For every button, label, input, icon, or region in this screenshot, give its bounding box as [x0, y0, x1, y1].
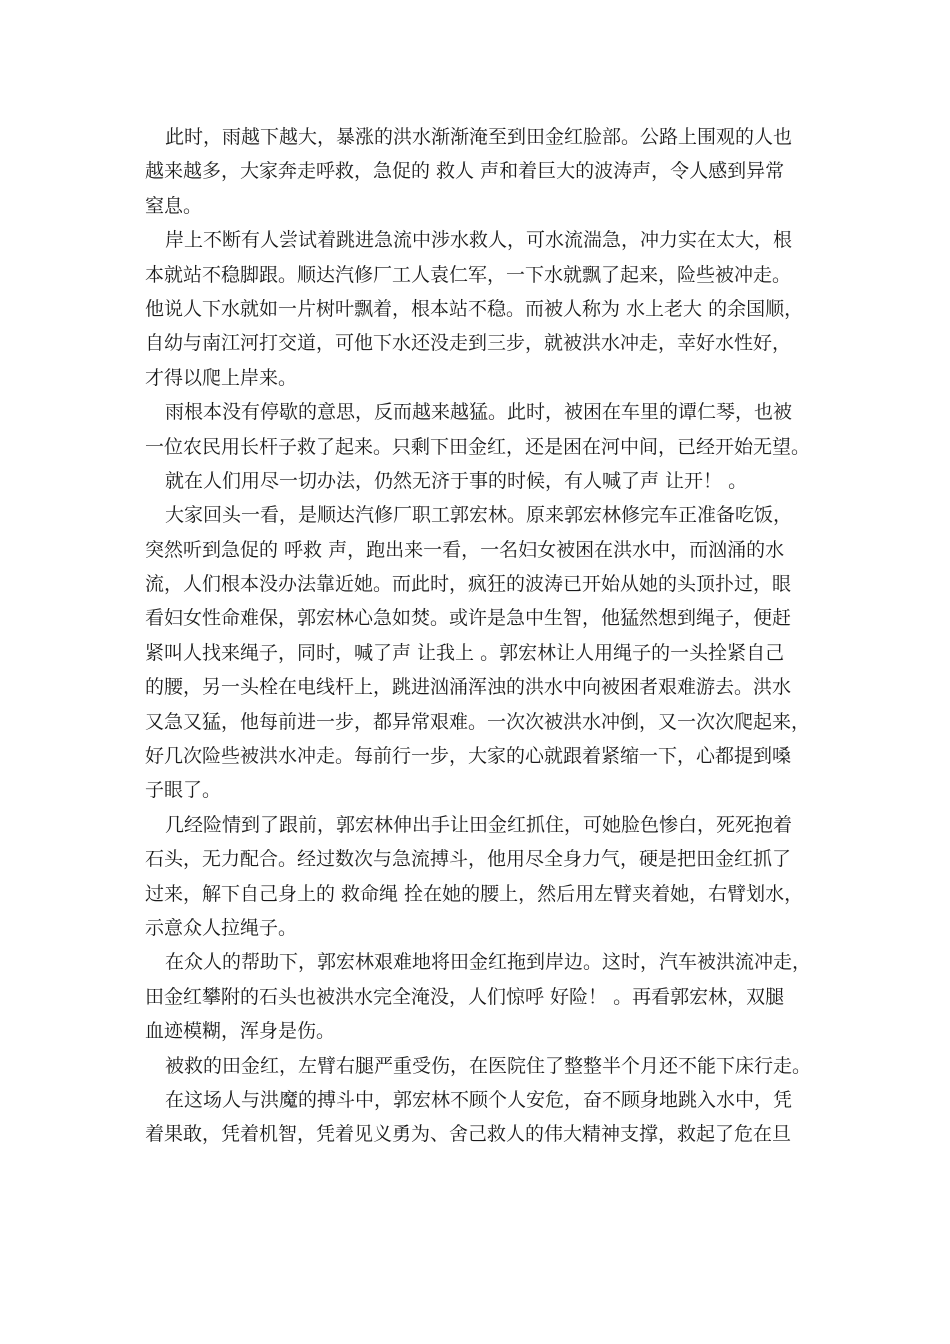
text-line: 血迹模糊，浑身是伤。	[145, 1020, 336, 1043]
text-line: 好几次险些被洪水冲走。每前行一步，大家的心就跟着紧缩一下，心都提到嗓	[145, 745, 792, 768]
text-line: 的腰，另一头栓在电线杆上，跳进汹涌浑浊的洪水中向被困者艰难游去。洪水	[145, 676, 792, 699]
text-line: 突然听到急促的 呼救 声，跑出来一看，一名妇女被困在洪水中，而汹涌的水	[145, 538, 785, 561]
text-line: 又急又猛，他每前进一步，都异常艰难。一次次被洪水冲倒，又一次次爬起来，	[145, 710, 811, 733]
text-line: 几经险情到了跟前，郭宏林伸出手让田金红抓住，可她脸色惨白，死死抱着	[165, 813, 793, 836]
text-line: 雨根本没有停歇的意思，反而越来越猛。此时，被困在车里的谭仁琴，也被	[165, 401, 793, 424]
text-line: 大家回头一看，是顺达汽修厂职工郭宏林。原来郭宏林修完车正准备吃饭，	[165, 504, 793, 527]
text-line: 一位农民用长杆子救了起来。只剩下田金红，还是困在河中间，已经开始无望。	[145, 435, 811, 458]
text-line: 本就站不稳脚跟。顺达汽修厂工人袁仁军，一下水就飘了起来，险些被冲走。	[145, 263, 792, 286]
text-line: 着果敢，凭着机智，凭着见义勇为、舍己救人的伟大精神支撑，救起了危在旦	[145, 1123, 792, 1146]
text-line: 流，人们根本没办法靠近她。而此时，疯狂的波涛已开始从她的头顶扑过，眼	[145, 573, 792, 596]
text-line: 此时，雨越下越大，暴涨的洪水渐渐淹至到田金红脸部。公路上围观的人也	[165, 126, 793, 148]
text-line: 子眼了。	[145, 779, 222, 802]
text-line: 紧叫人找来绳子，同时，喊了声 让我上 。郭宏林让人用绳子的一头拴紧自己	[145, 641, 785, 664]
text-line: 看妇女性命难保，郭宏林心急如焚。或许是急中生智，他猛然想到绳子，便赶	[145, 607, 792, 630]
text-line: 才得以爬上岸来。	[145, 366, 298, 389]
text-line: 窒息。	[145, 194, 203, 217]
text-line: 岸上不断有人尝试着跳进急流中涉水救人，可水流湍急，冲力实在太大，根	[165, 229, 793, 252]
text-line: 田金红攀附的石头也被洪水完全淹没，人们惊呼 好险！ 。再看郭宏林，双腿	[145, 985, 785, 1008]
text-line: 他说人下水就如一片树叶飘着，根本站不稳。而被人称为 水上老大 的余国顺，	[145, 297, 804, 320]
text-line: 自幼与南江河打交道，可他下水还没走到三步，就被洪水冲走，幸好水性好，	[145, 332, 792, 355]
text-line: 示意众人拉绳子。	[145, 916, 298, 939]
text-line: 在众人的帮助下，郭宏林艰难地将田金红拖到岸边。这时，汽车被洪流冲走，	[165, 951, 812, 974]
text-line: 在这场人与洪魔的搏斗中，郭宏林不顾个人安危，奋不顾身地跳入水中，凭	[165, 1088, 793, 1111]
article-body	[145, 120, 825, 1152]
text-line: 石头，无力配合。经过数次与急流搏斗，他用尽全身力气，硬是把田金红抓了	[145, 848, 792, 871]
text-line: 越来越多，大家奔走呼救，急促的 救人 声和着巨大的波涛声，令人感到异常	[145, 160, 785, 183]
text-line: 就在人们用尽一切办法，仍然无济于事的时候，有人喊了声 让开！ 。	[165, 469, 748, 492]
text-line: 被救的田金红，左臂右腿严重受伤，在医院住了整整半个月还不能下床行走。	[165, 1054, 812, 1077]
text-line: 过来，解下自己身上的 救命绳 拴在她的腰上，然后用左臂夹着她，右臂划水，	[145, 882, 804, 905]
